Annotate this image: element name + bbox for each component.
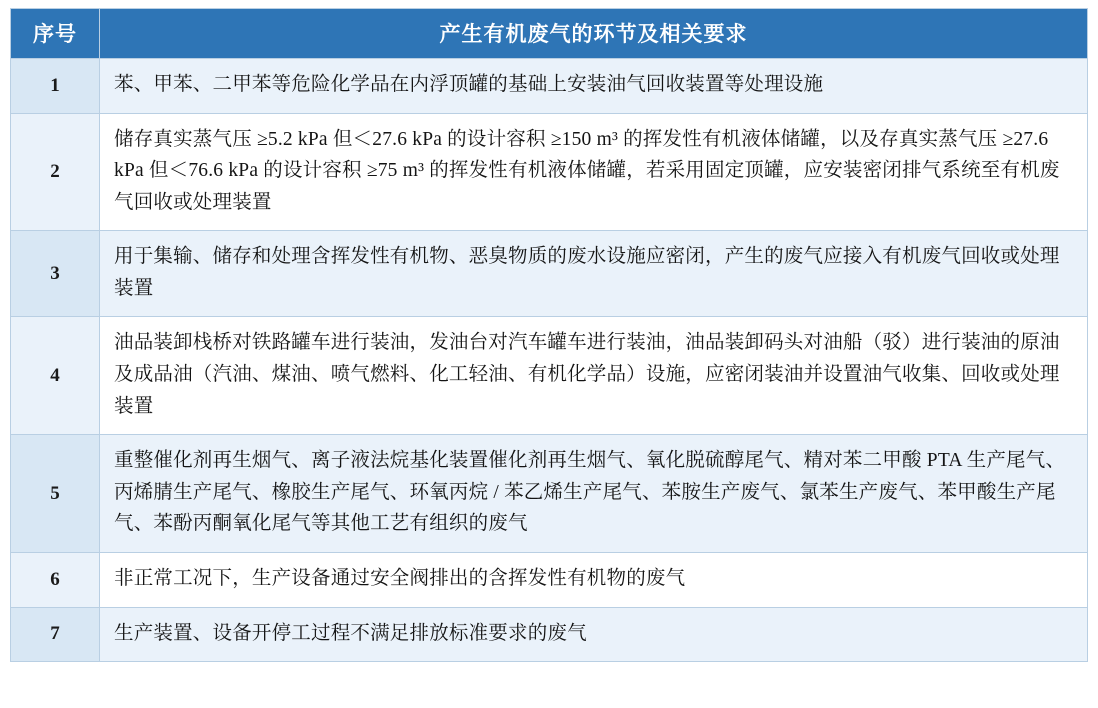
table-row — [11, 317, 1088, 435]
row-number: 3 — [11, 231, 100, 317]
row-number: 4 — [11, 317, 100, 435]
row-content: 重整催化剂再生烟气、离子液法烷基化装置催化剂再生烟气、氧化脱硫醇尾气、精对苯二甲酸 PTA 生产尾气、丙烯腈生产尾气、橡胶生产尾气、环氧丙烷 / 苯乙烯生产尾气、苯胺生产废气、氯苯生产废气、苯甲酸生产尾气、苯酚丙酮氧化尾气等其他工艺有组织的废气 — [100, 435, 1088, 553]
row-content: 非正常工况下，生产设备通过安全阀排出的含挥发性有机物的废气 — [100, 552, 1088, 607]
table-row — [11, 435, 1088, 553]
row-content: 生产装置、设备开停工过程不满足排放标准要求的废气 — [100, 607, 1088, 662]
table-body — [11, 59, 1088, 662]
row-content: 储存真实蒸气压 ≥5.2 kPa 但＜27.6 kPa 的设计容积 ≥150 m³ 的挥发性有机液体储罐，以及存真实蒸气压 ≥27.6 kPa 但＜76.6 kPa 的设计容积 ≥75 m³ 的挥发性有机液体储罐，若采用固定顶罐，应安装密闭排气系统至有机废气回收或处理装置 — [100, 113, 1088, 231]
table-header-row — [11, 9, 1088, 59]
row-number: 6 — [11, 552, 100, 607]
table-row — [11, 607, 1088, 662]
table-row — [11, 113, 1088, 231]
row-content: 用于集输、储存和处理含挥发性有机物、恶臭物质的废水设施应密闭，产生的废气应接入有机废气回收或处理装置 — [100, 231, 1088, 317]
row-content: 油品装卸栈桥对铁路罐车进行装油，发油台对汽车罐车进行装油，油品装卸码头对油船（驳）进行装油的原油及成品油（汽油、煤油、喷气燃料、化工轻油、有机化学品）设施，应密闭装油并设置油气收集、回收或处理装置 — [100, 317, 1088, 435]
row-number: 5 — [11, 435, 100, 553]
column-header-content: 产生有机废气的环节及相关要求 — [100, 9, 1088, 59]
table-row — [11, 231, 1088, 317]
row-number: 7 — [11, 607, 100, 662]
table-row — [11, 552, 1088, 607]
voc-requirements-table — [10, 8, 1088, 662]
row-number: 1 — [11, 59, 100, 114]
table-row — [11, 59, 1088, 114]
column-header-no: 序号 — [11, 9, 100, 59]
table-header — [11, 9, 1088, 59]
row-number: 2 — [11, 113, 100, 231]
row-content: 苯、甲苯、二甲苯等危险化学品在内浮顶罐的基础上安装油气回收装置等处理设施 — [100, 59, 1088, 114]
